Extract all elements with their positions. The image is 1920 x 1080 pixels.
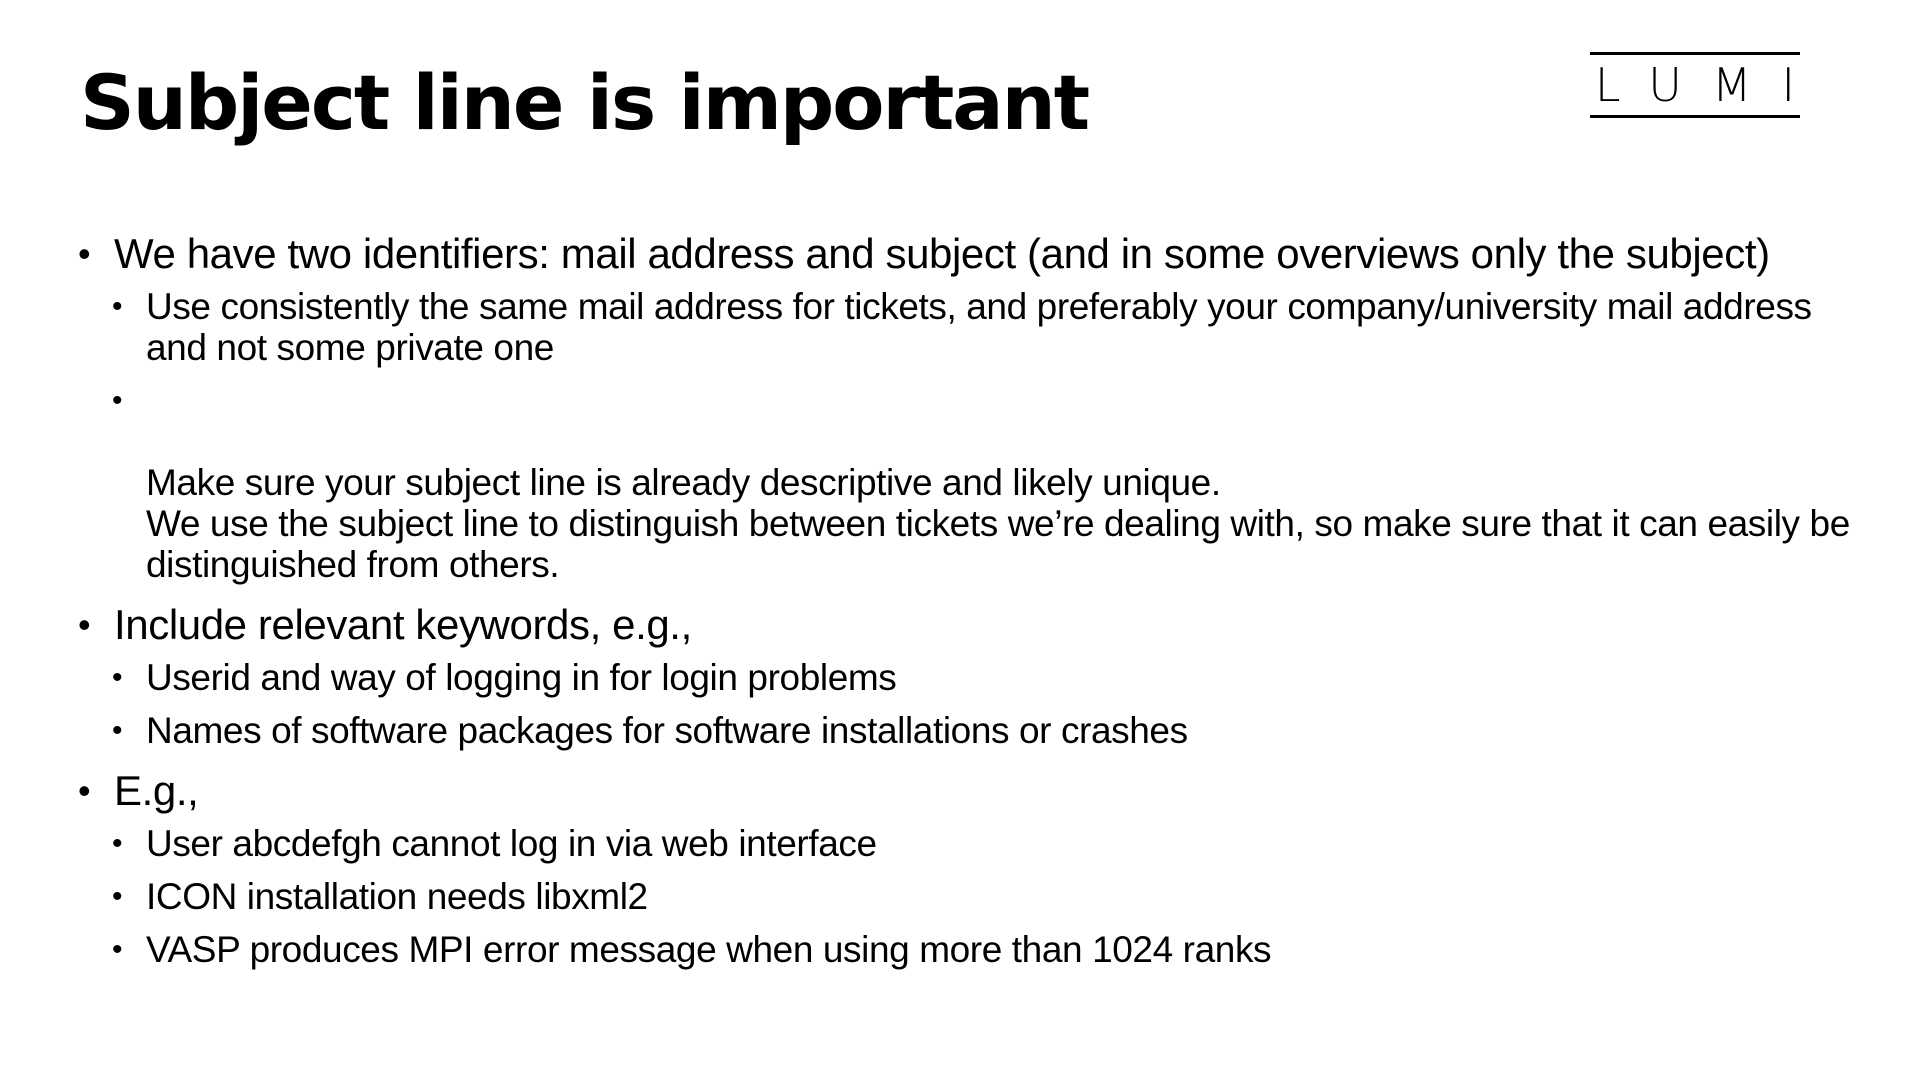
bullet-text: Include relevant keywords, e.g., bbox=[114, 601, 692, 648]
sub-bullet-item bbox=[112, 823, 1858, 864]
bullet-text: E.g., bbox=[114, 767, 199, 814]
bullet-icon: • bbox=[112, 933, 123, 966]
bullet-item bbox=[78, 603, 1858, 647]
sub-bullet-item bbox=[112, 710, 1858, 751]
sub-list bbox=[112, 823, 1858, 970]
lumi-logo bbox=[1590, 52, 1826, 118]
logo-text: LUMI bbox=[1594, 58, 1826, 112]
sub-list bbox=[112, 286, 1858, 585]
sub-bullet-text: VASP produces MPI error message when using more than 1024 ranks bbox=[146, 929, 1272, 970]
bullet-icon: • bbox=[112, 714, 123, 747]
sub-bullet-text: Make sure your subject line is already descriptive and likely unique. We use the subject line to distinguish between tickets we’re dealing with, so make sure that it can easily be distinguished from others. bbox=[146, 462, 1850, 585]
sub-bullet-text: Names of software packages for software installations or crashes bbox=[146, 710, 1188, 751]
bullet-icon: • bbox=[78, 604, 91, 645]
sub-bullet-text: User abcdefgh cannot log in via web interface bbox=[146, 823, 877, 864]
bullet-item bbox=[78, 232, 1858, 276]
bullet-item bbox=[78, 769, 1858, 813]
bullet-icon: • bbox=[78, 770, 91, 811]
bullet-icon: • bbox=[112, 384, 123, 417]
sub-bullet-item bbox=[112, 929, 1858, 970]
sub-bullet-text: ICON installation needs libxml2 bbox=[146, 876, 648, 917]
bullet-icon: • bbox=[112, 880, 123, 913]
sub-bullet-item bbox=[112, 876, 1858, 917]
sub-bullet-text: Userid and way of logging in for login problems bbox=[146, 657, 897, 698]
sub-bullet-item bbox=[112, 380, 1858, 585]
sub-bullet-item bbox=[112, 286, 1858, 368]
bullet-list bbox=[78, 232, 1858, 982]
bullet-icon: • bbox=[78, 233, 91, 274]
slide-title: Subject line is important bbox=[80, 58, 1089, 147]
sub-list bbox=[112, 657, 1858, 751]
bullet-icon: • bbox=[112, 661, 123, 694]
bullet-icon: • bbox=[112, 290, 123, 323]
sub-bullet-text: Use consistently the same mail address for tickets, and preferably your company/university mail address and not some private one bbox=[146, 286, 1812, 368]
bullet-icon: • bbox=[112, 827, 123, 860]
bullet-text: We have two identifiers: mail address and subject (and in some overviews only the subject) bbox=[114, 230, 1770, 277]
sub-bullet-item bbox=[112, 657, 1858, 698]
